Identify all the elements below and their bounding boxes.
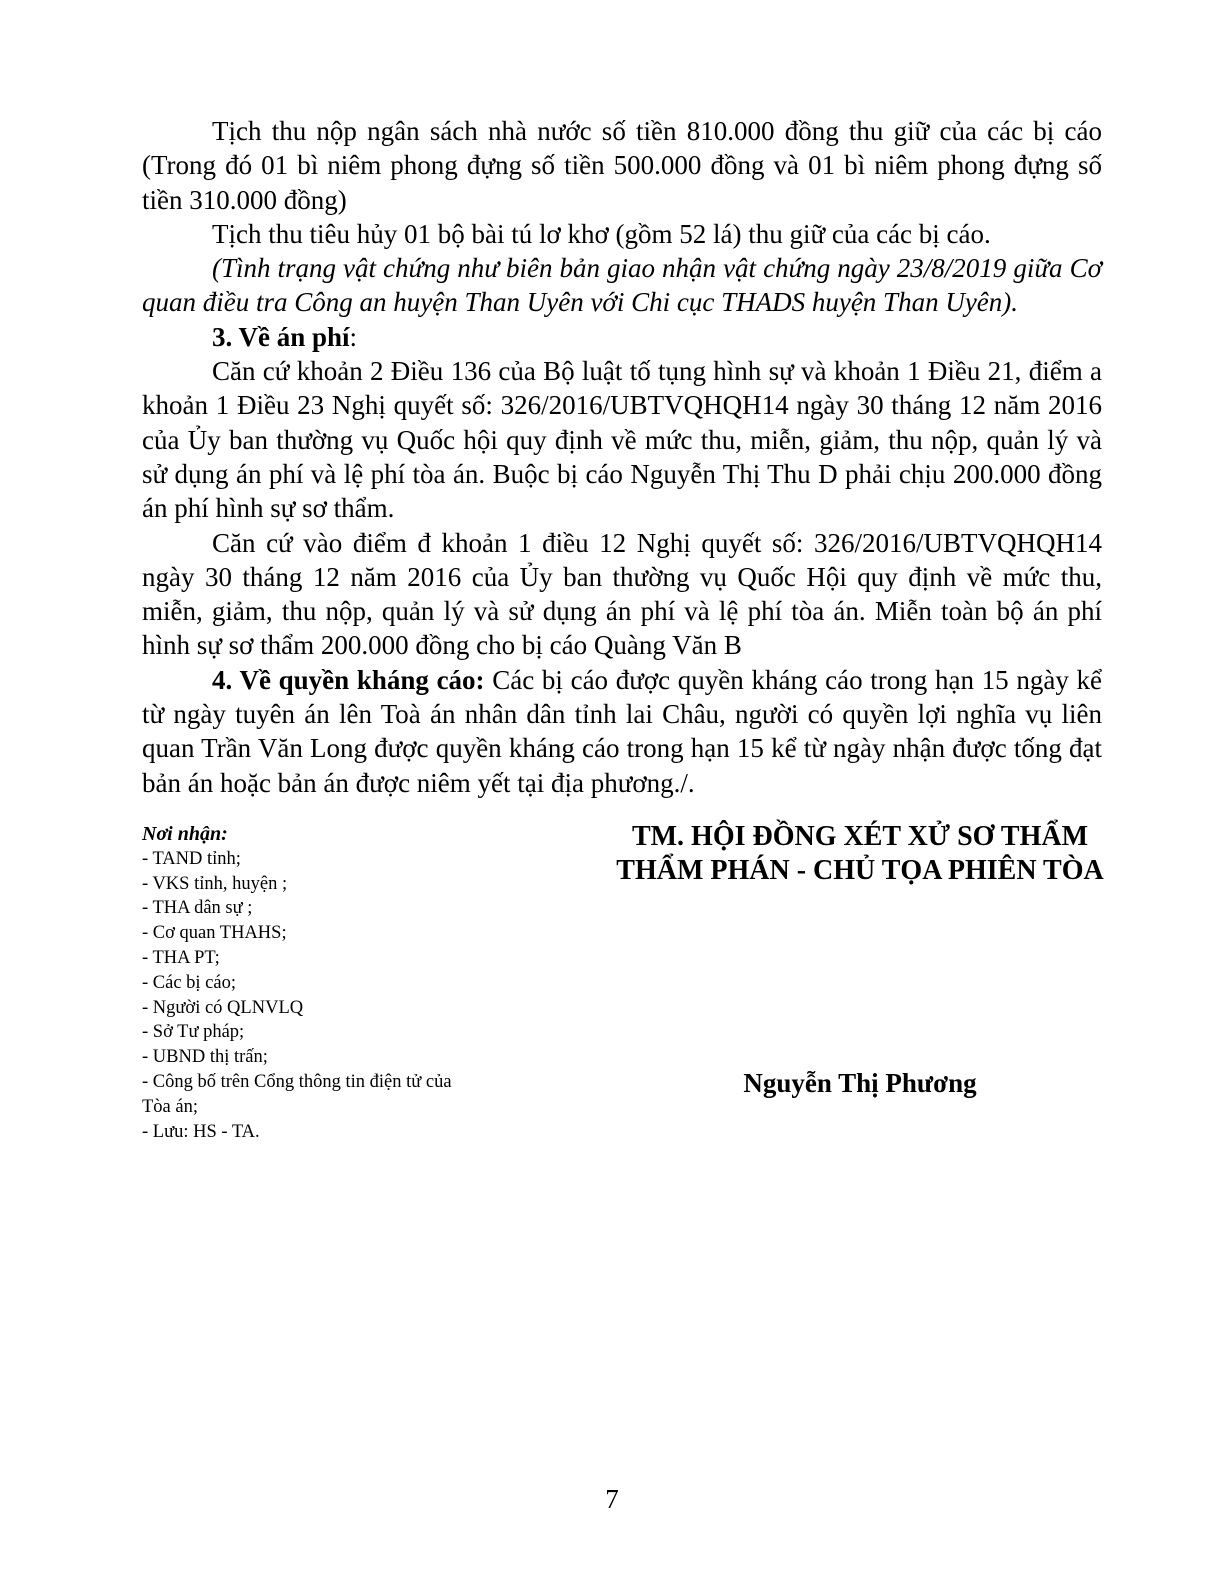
heading-appeal-rights: 4. Về quyền kháng cáo:: [212, 664, 485, 695]
paragraph-evidence-status: (Tình trạng vật chứng như biên bản giao nhận vật chứng ngày 23/8/2019 giữa Cơ quan điều tra Công an huyện Than Uyên với Chi cục THADS huyện Than Uyên).: [142, 253, 1102, 318]
recipient-item: - Cơ quan THAHS;: [142, 923, 287, 944]
recipient-item: - Công bố trên Cổng thông tin điện tử của: [142, 1071, 452, 1092]
paragraph-court-fee-defendant-b: Căn cứ vào điểm đ khoản 1 điều 12 Nghị quyết số: 326/2016/UBTVQHQH14 ngày 30 tháng 12 năm 2016 của Ủy ban thường vụ Quốc Hội quy định về mức thu, miễn, giảm, thu nộp, quản lý và sử dụng án phí và lệ phí tòa án. Miễn toàn bộ án phí hình sự sơ thẩm 200.000 đồng cho bị cáo Quàng Văn B: [142, 527, 1102, 661]
appeal-rights-text: Các bị cáo được quyền kháng cáo trong hạn 15 ngày kể từ ngày tuyên án lên Toà án nhân dân tỉnh lai Châu, người có quyền lợi nghĩa vụ liên quan Trần Văn Long được quyền kháng cáo trong hạn 15 kể từ ngày nhận được tống đạt bản án hoặc bản án được niêm yết tại địa phương./.: [142, 664, 1102, 798]
document-body: [142, 114, 1102, 800]
recipients-title: Nơi nhận:: [142, 823, 228, 845]
page-number: 7: [605, 1484, 619, 1514]
paragraph-court-fee-defendant-d: Căn cứ khoản 2 Điều 136 của Bộ luật tố tụng hình sự và khoản 1 Điều 21, điểm a khoản 1 Điều 23 Nghị quyết số: 326/2016/UBTVQHQH14 ngày 30 tháng 12 năm 2016 của Ủy ban thường vụ Quốc hội quy định về mức thu, miễn, giảm, thu nộp, quản lý và sử dụng án phí và lệ phí tòa án. Buộc bị cáo Nguyễn Thị Thu D phải chịu 200.000 đồng án phí hình sự sơ thẩm.: [142, 356, 1102, 524]
heading-court-fees: [142, 320, 1102, 354]
recipient-item: - THA dân sự ;: [142, 898, 253, 919]
signer-name: Nguyễn Thị Phương: [743, 1068, 977, 1098]
signature-title-line2: THẨM PHÁN - CHỦ TỌA PHIÊN TÒA: [616, 855, 1104, 886]
heading-colon: :: [349, 321, 358, 352]
recipients-list: [142, 822, 542, 1144]
recipient-item: - VKS tỉnh, huyện ;: [142, 873, 288, 894]
recipient-item: - UBND thị trấn;: [142, 1047, 268, 1068]
signature-block: [560, 820, 1160, 888]
recipient-item: - Các bị cáo;: [142, 972, 236, 993]
recipient-item: - TAND tỉnh;: [142, 848, 241, 869]
paragraph-confiscation-cards: Tịch thu tiêu hủy 01 bộ bài tú lơ khơ (gồm 52 lá) thu giữ của các bị cáo.: [212, 218, 991, 249]
recipient-item: - Người có QLNVLQ: [142, 997, 304, 1018]
recipient-item: - Sở Tư pháp;: [142, 1022, 245, 1043]
recipient-item: - Lưu: HS - TA.: [142, 1121, 260, 1142]
paragraph-confiscation-money: Tịch thu nộp ngân sách nhà nước số tiền 810.000 đồng thu giữ của các bị cáo (Trong đó 01 bì niêm phong đựng số tiền 500.000 đồng và 01 bì niêm phong đựng số tiền 310.000 đồng): [142, 116, 1102, 215]
signature-title-line1: TM. HỘI ĐỒNG XÉT XỬ SƠ THẨM: [631, 821, 1089, 852]
heading-court-fees-text: 3. Về án phí: [212, 321, 350, 352]
paragraph-appeal-rights: [142, 663, 1102, 800]
recipient-item: - THA PT;: [142, 947, 220, 968]
recipient-item: Tòa án;: [142, 1096, 198, 1117]
